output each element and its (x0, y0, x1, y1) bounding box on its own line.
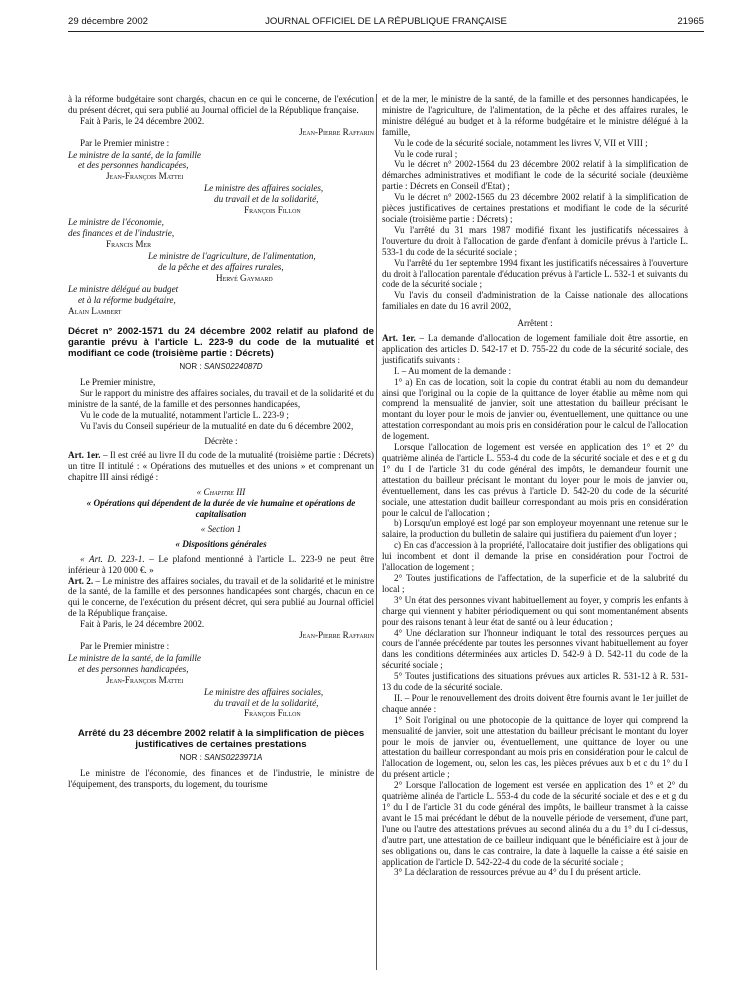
signature-block-social-2 (68, 687, 374, 720)
vu-1: Vu le code de la sécurité sociale, notamment les livres V, VII et VIII ; (394, 137, 648, 148)
right-column (382, 94, 688, 878)
para-2: 2° Toutes justifications de l'affectation, de la superficie et de la salubrité du local ; (382, 572, 688, 594)
vu-2: Vu le code rural ; (394, 148, 458, 159)
sig-line: Le ministre de la santé, de la famille (68, 149, 201, 160)
para-1b: b) Lorsqu'un employé est logé par son employeur moyennant une retenue sur le salaire, la production du bulletin de salaire qui justifiera du paiement d'un loyer ; (382, 518, 688, 540)
signature-block-social-1 (68, 183, 374, 216)
sig-line: et des personnes handicapées, (78, 160, 189, 171)
left-column (68, 94, 374, 790)
sig-line: du travail et de la solidarité, (214, 194, 319, 205)
sig-line: du travail et de la solidarité, (214, 697, 319, 708)
para-5: 5° Toutes justifications des situations prévues aux articles R. 531-12 à R. 531-13 du code de la sécurité sociale. (382, 671, 688, 693)
para-1c: c) En cas d'accession à la propriété, l'allocataire doit justifier des obligations qui lui incombent et dont il demande la prise en considération pour l'octroi de l'allocation de logement ; (382, 540, 688, 573)
signature-block-economie (68, 217, 374, 250)
sig-line: Le ministre de l'économie, (68, 216, 164, 227)
article-text: – La demande d'allocation de logement familiale doit être assortie, en application des articles D. 542-17 et D. 755-22 du code de la sécurité sociale, des justificatifs suivants : (382, 333, 688, 365)
para-4: 4° Une déclaration sur l'honneur indiquant le total des ressources perçues au cours de l'année précédente par toutes les personnes vivant habituellement au foyer dans les conditions déterminées aux articles D. 542-9 à D. 542-11 du code de la sécurité sociale ; (382, 627, 688, 671)
signature-name: François Fillon (244, 205, 301, 216)
sig-line: de la pêche et des affaires rurales, (158, 261, 284, 272)
section-ii: II. – Pour le renouvellement des droits doivent être fournis avant le 1er juillet de chaque année : (382, 692, 688, 714)
par-premier-ministre-1: Par le Premier ministre : (80, 137, 170, 148)
article-1 (68, 450, 374, 483)
nor-label: NOR : (179, 362, 202, 372)
sig-line: Le ministre délégué au budget (68, 284, 179, 295)
article-label: Art. 2. (68, 575, 94, 586)
vu-4: Vu le décret n° 2002-1565 du 23 décembre 2002 relatif à la simplification de pièces justificatives de certaines prestations et modifiant le code de la sécurité sociale (troisième partie : Décrets) ; (382, 192, 688, 224)
sig-line: Le ministre des affaires sociales, (204, 686, 324, 697)
column-divider (376, 94, 377, 970)
signature-name: François Fillon (244, 708, 301, 719)
article-text: – Le ministre des affaires sociales, du travail et de la solidarité et le ministre de la santé, de la famille et des personnes handicapées sont chargés, chacun en ce qui le concerne, de l'exécution du présent décret, qui sera publié au Journal officiel de la République française. (68, 575, 374, 619)
para-ii-3: 3° La déclaration de ressources prévue au 4° du I du présent article. (394, 867, 641, 878)
article-text: – Le plafond mentionné à l'article L. 223-9 ne peut être inférieur à 120 000 €. » (68, 553, 375, 575)
par-premier-ministre-2: Par le Premier ministre : (80, 640, 170, 651)
para-1a-2: Lorsque l'allocation de logement est versée en application des 1° et 2° du quatrième alinéa de l'article L. 553-4 du code de la sécurité sociale et des e et g du 1° du I de l'article 31 du code général des impôts, le demandeur fournit une attestation du bailleur précisant le montant du loyer pour le mois de janvier ou, éventuellement, dans les cas prévus à l'article D. 542-20 du code de la sécurité sociale, une attestation dudit bailleur correspondant au mois pris en considération pour le calcul de l'allocation ; (382, 442, 688, 518)
nor-code: SANS0224087D (203, 362, 263, 372)
sig-line: et des personnes handicapées, (78, 663, 189, 674)
signature-name: Jean-François Mattei (106, 171, 184, 182)
header-date: 29 décembre 2002 (68, 16, 149, 27)
article-2 (68, 576, 374, 620)
nor-code: SANS0223971A (204, 753, 263, 763)
para-3: 3° Un état des personnes vivant habituellement au foyer, y compris les enfants à charge qui viennent y habiter périodiquement ou qui sont momentanément absents pour des raisons tenant à leur état de santé ou à leur éducation ; (382, 594, 688, 627)
article-label: Art. 1er. (382, 333, 416, 344)
header-page-number: 21965 (677, 16, 704, 27)
signature-block-sante-1 (68, 150, 374, 183)
signature-raffarin-1: Jean-Pierre Raffarin (299, 126, 374, 137)
signature-name: Alain Lambert (68, 306, 122, 317)
signature-block-sante-2 (68, 653, 374, 686)
vu-5: Vu l'arrêté du 31 mars 1987 modifié fixant les justificatifs nécessaires à l'ouverture du droit à l'allocation de garde d'enfant à domicile prévus à l'article L. 533-1 du code de la sécurité sociale ; (382, 224, 688, 257)
fait-a-paris-1: Fait à Paris, le 24 décembre 2002. (80, 115, 205, 126)
intro-paragraph: à la réforme budgétaire sont chargés, chacun en ce qui le concerne, de l'exécution du présent décret, qui sera publié au Journal officiel de la République française. (68, 94, 374, 115)
nor-reference-1 (68, 362, 374, 373)
decree-title: Décret n° 2002-1571 du 24 décembre 2002 relatif au plafond de garantie prévu à l'article L. 223-9 du code de la mutualité et modifiant ce code (troisième partie : Décrets) (68, 326, 374, 360)
preamble-continuation: et de la mer, le ministre de la santé, de la famille et des personnes handicapées, le ministre de l'agriculture, de l'alimentation, de la pêche et des affaires rurales, le ministre délégué au budget et à la réforme budgétaire et le ministre délégué à la famille, (382, 94, 688, 137)
para-ii-2: 2° Lorsque l'allocation de logement est versée en application des 1° et 2° du quatrième alinéa de l'article L. 553-4 du code de la sécurité sociale et des e et g du 1° du I de l'article 31 du code général des impôts, le bailleur transmet à la caisse avant le 15 mai précédant le début de la nouvelle période de versement, d'une part, l'une ou l'autre des attestations prévues au second alinéa du a du 1° du I ci-dessus, d'autre part, une attestation de ce bailleur indiquant que le bénéficiaire est à jour de ses obligations ou, dans le cas contraire, la date à laquelle la caisse a été saisie en application de l'article D. 542-22-4 du code de la sécurité sociale ; (382, 780, 688, 867)
header-journal-title: JOURNAL OFFICIEL DE LA RÉPUBLIQUE FRANÇAISE (265, 16, 507, 27)
signature-name: Jean-François Mattei (106, 674, 184, 685)
chapitre-title: « Opérations qui dépendent de la durée de vie humaine et opérations de capitalisation (86, 498, 356, 519)
signature-raffarin-2: Jean-Pierre Raffarin (299, 630, 374, 641)
dispositions-generales: « Dispositions générales (175, 538, 267, 549)
premier-ministre: Le Premier ministre, (80, 377, 156, 388)
section-i: I. – Au moment de la demande : (394, 365, 512, 376)
article-text: – Il est créé au livre II du code de la mutualité (troisième partie : Décrets) un titre II intitulé : « Opérations des mutuelles et des unions » et comprenant un chapitre III ainsi rédigé : (68, 450, 374, 483)
nor-reference-2 (68, 753, 374, 764)
vu-code-mutualite: Vu le code de la mutualité, notamment l'article L. 223-9 ; (80, 409, 289, 420)
page-header (68, 16, 704, 32)
para-ii-1: 1° Soit l'original ou une photocopie de la quittance de loyer qui comprend la mensualité de janvier, soit une attestation du bailleur précisant le montant du loyer pour le mois de janvier ou, éventuellement, une quittance de loyer ou une attestation du bailleur correspondant au mois pris en considération pour le calcul de l'allocation de logement, ou, selon les cas, les pièces prévues aux b et c du 1° du I du présent article ; (382, 714, 688, 780)
sig-line: des finances et de l'industrie, (68, 227, 175, 238)
arrete-preamble: Le ministre de l'économie, des finances et de l'industrie, le ministre de l'équipement, des transports, du logement, du tourisme (68, 768, 374, 790)
chapitre-heading: « Chapitre III (196, 487, 246, 498)
article-d-223-1 (68, 554, 374, 576)
vu-avis-conseil: Vu l'avis du Conseil supérieur de la mutualité en date du 6 décembre 2002, (80, 420, 354, 431)
vu-7: Vu l'avis du conseil d'administration de la Caisse nationale des allocations familiales en date du 16 avril 2002, (382, 290, 688, 312)
article-1-arrete (382, 333, 688, 366)
arretent: Arrêtent : (517, 318, 553, 329)
vu-6: Vu l'arrêté du 1er septembre 1994 fixant les justificatifs nécessaires à l'ouverture du droit à l'allocation parentale d'éducation prévus à l'article L. 532-1 et suivants du code de la sécurité sociale ; (382, 257, 688, 290)
sig-line: Le ministre des affaires sociales, (204, 183, 324, 194)
signature-block-budget (68, 284, 374, 317)
arrete-title: Arrêté du 23 décembre 2002 relatif à la simplification de pièces justificatives de certaines prestations (77, 728, 365, 751)
fait-a-paris-2: Fait à Paris, le 24 décembre 2002. (80, 619, 205, 630)
signature-name: Francis Mer (106, 238, 152, 249)
decrete: Décrète : (204, 435, 238, 446)
sig-line: et à la réforme budgétaire, (78, 295, 176, 306)
sig-line: Le ministre de l'agriculture, de l'alimentation, (148, 250, 316, 261)
sur-le-rapport: Sur le rapport du ministre des affaires sociales, du travail et de la solidarité et du ministre de la santé, de la famille et des personnes handicapées, (68, 387, 374, 409)
article-label: Art. 1er. (68, 450, 101, 461)
nor-label: NOR : (179, 753, 202, 763)
article-label: « Art. D. 223-1. (80, 553, 145, 564)
vu-3: Vu le décret n° 2002-1564 du 23 décembre 2002 relatif à la simplification de démarches administratives et modifiant le code de la sécurité sociale (deuxième partie : Décrets en Conseil d'Etat) ; (382, 159, 688, 192)
signature-name: Hervé Gaymard (216, 272, 273, 283)
section-heading: « Section 1 (200, 523, 242, 534)
para-1a: 1° a) En cas de location, soit la copie du contrat établi au nom du demandeur ainsi que l'original ou la copie de la quittance de loyer établie au même nom qui comprend la mensualité de janvier, soit une attestation du bailleur précisant le montant du loyer pour le mois de janvier ou, éventuellement, une quittance ou une attestation correspondant au mois pris en considération pour le calcul de l'allocation de logement. (382, 376, 688, 442)
signature-block-agriculture (68, 251, 374, 284)
sig-line: Le ministre de la santé, de la famille (68, 652, 201, 663)
